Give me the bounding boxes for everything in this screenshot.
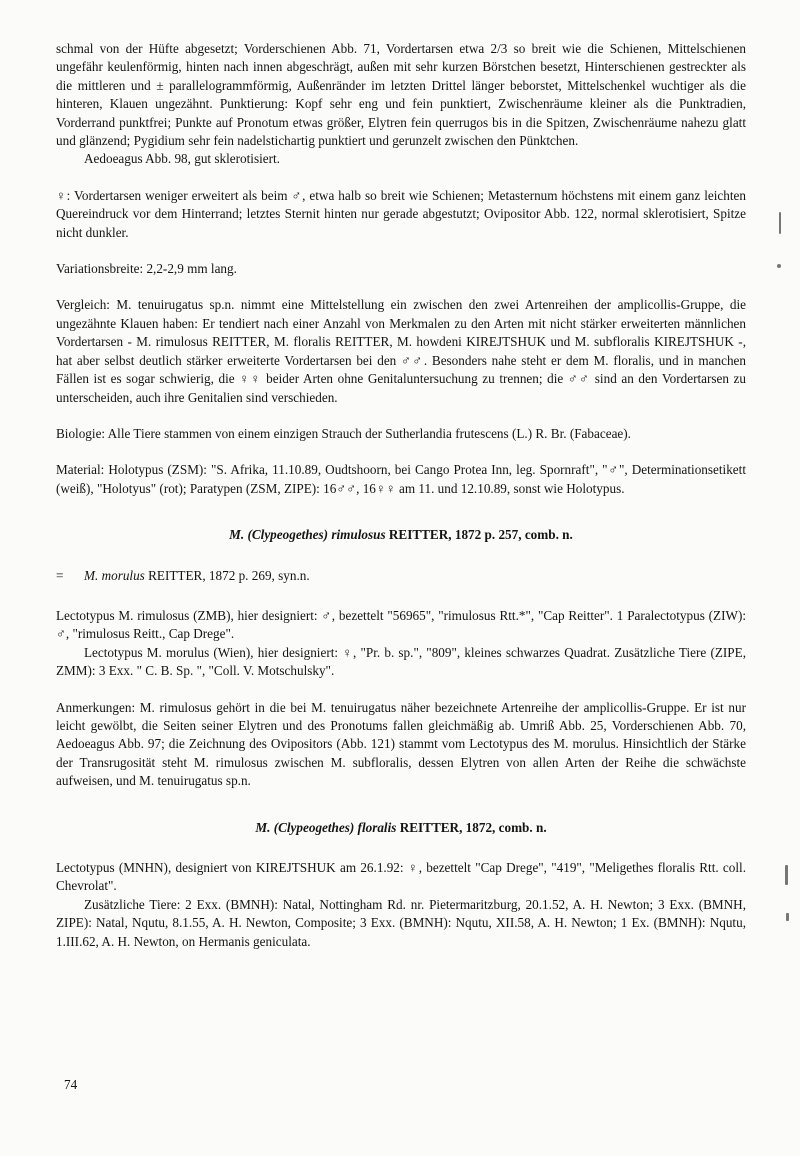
paragraph-aedoeagus: Aedoeagus Abb. 98, gut sklerotisiert. — [84, 151, 280, 167]
paragraph-comparison: Vergleich: M. tenuirugatus sp.n. nimmt eine Mittelstellung ein zwischen den zwei Artenreihen der amplicollis-Gruppe, die ungezähnte Klauen haben: Er tendiert nach einer Anzahl von Merkmalen zu den Arten mit nicht stärker erweiterten männlichen Vordertarsen - M. rimulosus REITTER, M. floralis REITTER, M. howdeni KIREJTSHUK und M. subfloralis KIREJTSHUK -, hat aber selbst deutlich stärker erweiterte Vordertarsen bei den ♂♂. Besonders nahe steht er dem M. floralis, und in manchen Fällen ist es sogar schwierig, die ♀♀ beider Arten ohne Genitaluntersuchung zu trennen; die ♂♂ sind an den Vordertarsen zu unterscheiden, auch ihre Genitalien sind verschieden. — [56, 297, 746, 405]
synonym-name: M. morulus — [84, 567, 145, 583]
document-body — [56, 40, 746, 951]
paragraph-description: schmal von der Hüfte abgesetzt; Vorderschienen Abb. 71, Vordertarsen etwa 2/3 so breit wie die Schienen, Mittelschienen ungefähr keulenförmig, hinten nach innen abgeschrägt, außen mit sehr kurzen Börstchen besetzt, Hinterschienen gestreckter als die mittleren und ± parallelogrammförmig, Außenränder im letzten Drittel länger beborstet, Mittelschenkel wuchtiger als die hinteren, Klauen ungezähnt. Punktierung: Kopf sehr eng und fein punktiert, Zwischenräume kleiner als die Punktradien, Vorderrand punktfrei; Punkte auf Pronotum etwas größer, Elytren fein querrugos bis in die Spitzen, Zwischenräume nahezu glatt und glänzend; Pygidium sehr fein nadelstichartig punktiert und gerunzelt zwischen den Pünktchen. — [56, 41, 746, 149]
paragraph-lectotype-floralis: Lectotypus (MNHN), designiert von KIREJTSHUK am 26.1.92: ♀, bezettelt "Cap Drege", "419", "Meligethes floralis Rtt. coll. Chevrolat". — [56, 860, 746, 894]
paragraph-material: Material: Holotypus (ZSM): "S. Afrika, 11.10.89, Oudtshoorn, bei Cango Protea Inn, leg. Spornraft", "♂", Determinationsetikett (weiß), "Holotyus" (rot); Paratypen (ZSM, ZIPE): 16♂♂, 16♀♀ am 11. und 12.10.89, sonst wie Holotypus. — [56, 462, 746, 496]
paragraph-remarks: Anmerkungen: M. rimulosus gehört in die bei M. tenuirugatus näher bezeichnete Artenreihe der amplicollis-Gruppe. Er ist nur leicht gewölbt, die Seiten seiner Elytren und des Pronotums fallen gleichmäßig ab. Umriß Abb. 25, Vorderschienen Abb. 70, Aedoeagus Abb. 97; die Zeichnung des Ovipositors (Abb. 121) stammt vom Lectotypus des M. morulus. Hinsichtlich der Stärke der Transrugosität steht M. rimulosus zwischen M. subfloralis, dessen Elytren von allen Arten der Reihe die schwächste aufweisen, und M. tenuirugatus sp.n. — [56, 699, 746, 789]
heading-author: REITTER, 1872, comb. n. — [396, 819, 547, 835]
margin-mark — [779, 212, 781, 234]
margin-mark — [777, 264, 781, 268]
paragraph-biology: Biologie: Alle Tiere stammen von einem einzigen Strauch der Sutherlandia frutescens (L.) R. Br. (Fabaceae). — [56, 425, 631, 441]
paragraph-lectotype-morulus: Lectotypus M. morulus (Wien), hier designiert: ♀, "Pr. b. sp.", "809", kleines schwarzes Quadrat. Zusätzliche Tiere (ZIPE, ZMM): 3 Exx. " C. B. Sp. ", "Coll. V. Motschulsky". — [56, 644, 746, 679]
paragraph-female: ♀: Vordertarsen weniger erweitert als beim ♂, etwa halb so breit wie Schienen; Metasternum höchstens mit einem ganz leichten Quereindruck vor dem Hinterrand; letztes Sternit hinten nur gerade abgestutzt; Ovipositor Abb. 122, normal sklerotisiert, Spitze nicht dunkler. — [56, 187, 746, 240]
paragraph-lectotype-rimulosus: Lectotypus M. rimulosus (ZMB), hier designiert: ♂, bezettelt "56965", "rimulosus Rtt.*", "Cap Reitter". 1 Paralectotypus (ZIW): ♂, "rimulosus Reitt., Cap Drege". — [56, 607, 746, 642]
synonym-author: REITTER, 1872 p. 269, syn.n. — [144, 567, 310, 583]
page-number: 74 — [64, 1077, 78, 1092]
species-heading-rimulosus — [56, 526, 746, 544]
synonym-equals: = — [56, 567, 64, 583]
synonym-line — [56, 567, 746, 585]
heading-taxon-name: M. (Clypeogethes) floralis — [255, 819, 397, 835]
species-heading-floralis — [56, 819, 746, 837]
margin-mark — [786, 913, 789, 921]
heading-taxon-name: M. (Clypeogethes) rimulosus — [229, 527, 386, 543]
paragraph-additional-specimens: Zusätzliche Tiere: 2 Exx. (BMNH): Natal, Nottingham Rd. nr. Pietermaritzburg, 20.1.52, A. H. Newton; 3 Exx. (BMNH, ZIPE): Natal, Nqutu, 8.1.55, A. H. Newton, Composite; 3 Exx. (BMNH): Nqutu, XII.58, A. H. Newton; 1 Ex. (BMNH): Nqutu, 1.III.62, A. H. Newton, on Hermanis geniculata. — [56, 896, 746, 949]
margin-mark — [785, 865, 788, 885]
heading-author: REITTER, 1872 p. 257, comb. n. — [385, 527, 573, 543]
paragraph-variation: Variationsbreite: 2,2-2,9 mm lang. — [56, 261, 237, 277]
